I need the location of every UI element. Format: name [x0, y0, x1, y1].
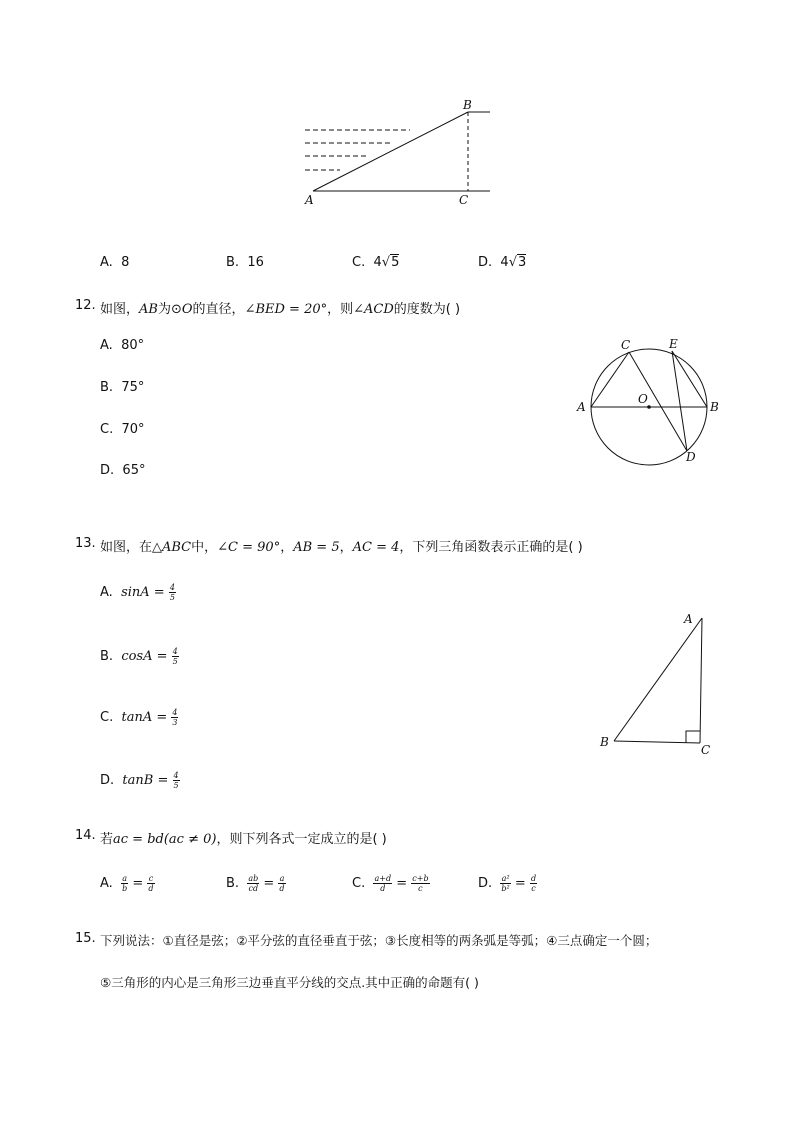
side-ab [614, 618, 702, 741]
q13-option-b: B. cosA = $\frac{4}{5}$ [100, 647, 178, 666]
fraction: $\frac{4}{5}$ [169, 583, 175, 602]
q13-number: 13. [75, 536, 96, 551]
label-c: C [621, 338, 631, 352]
label-d: D [686, 450, 696, 464]
q11-option-d: D. 4√3 [478, 255, 527, 270]
q14-stem: 若ac = bd(ac ≠ 0)，则下列各式一定成立的是( ) [100, 832, 387, 847]
slope-ab [313, 112, 468, 191]
chord-eb [672, 351, 707, 407]
q11-option-b: B. 16 [226, 255, 264, 270]
q14-number: 14. [75, 828, 96, 843]
label-a: A [684, 612, 693, 626]
chord-ac [591, 352, 629, 407]
q11-option-a: A. 8 [100, 255, 130, 270]
label-o: O [638, 392, 648, 406]
label-c: C [459, 193, 469, 207]
q13-option-c: C. tanA = $\frac{4}{3}$ [100, 708, 178, 727]
q13-figure [590, 605, 720, 765]
q14-option-b: B. $\frac{ab}{cd}$ = $\frac{a}{d}$ [226, 874, 285, 893]
fraction: $\frac{4}{5}$ [173, 771, 179, 790]
q14-option-c: C. $\frac{a+d}{d}$ = $\frac{c+b}{c}$ [352, 874, 429, 893]
q13-stem: 如图，在△ABC中，∠C = 90°，AB = 5，AC = 4，下列三角函数表示正确的是( ) [100, 540, 583, 555]
q12-figure [570, 330, 730, 475]
q13-option-d: D. tanB = $\frac{4}{5}$ [100, 771, 179, 790]
q12-option-b: B. 75° [100, 380, 145, 395]
q15-line-2: ⑤三角形的内心是三角形三边垂直平分线的交点.其中正确的命题有( ) [100, 975, 479, 990]
fraction: $\frac{4}{5}$ [172, 647, 178, 666]
side-bc [614, 741, 700, 743]
q14-option-a: A. $\frac{a}{b}$ = $\frac{c}{d}$ [100, 874, 154, 893]
label-a: A [305, 193, 314, 207]
side-ac [700, 618, 702, 743]
label-b: B [600, 735, 609, 749]
label-a: A [577, 400, 586, 414]
q12-stem: 如图，AB为⊙O的直径，∠BED = 20°，则∠ACD的度数为( ) [100, 302, 461, 317]
chord-ed [672, 351, 687, 451]
q14-option-d: D. $\frac{\text{a²}}{\text{b²}}$ = $\frac{d}{c}$ [478, 874, 537, 893]
label-b: B [710, 400, 719, 414]
q12-option-c: C. 70° [100, 422, 145, 437]
q11-option-c: C. 4√5 [352, 255, 400, 270]
fraction: $\frac{4}{3}$ [172, 708, 178, 727]
q12-number: 12. [75, 298, 96, 313]
q13-option-a: A. sinA = $\frac{4}{5}$ [100, 583, 175, 602]
right-angle-mark [686, 731, 700, 743]
label-b: B [463, 98, 472, 112]
q15-line-1: 下列说法：①直径是弦；②平分弦的直径垂直于弦；③长度相等的两条弧是等弧；④三点确定一个圆； [100, 933, 658, 948]
q12-option-a: A. 80° [100, 338, 145, 353]
q12-option-d: D. 65° [100, 463, 146, 478]
label-e: E [669, 337, 678, 351]
q15-number: 15. [75, 931, 96, 946]
q11-figure [295, 95, 500, 210]
label-c: C [701, 743, 711, 757]
